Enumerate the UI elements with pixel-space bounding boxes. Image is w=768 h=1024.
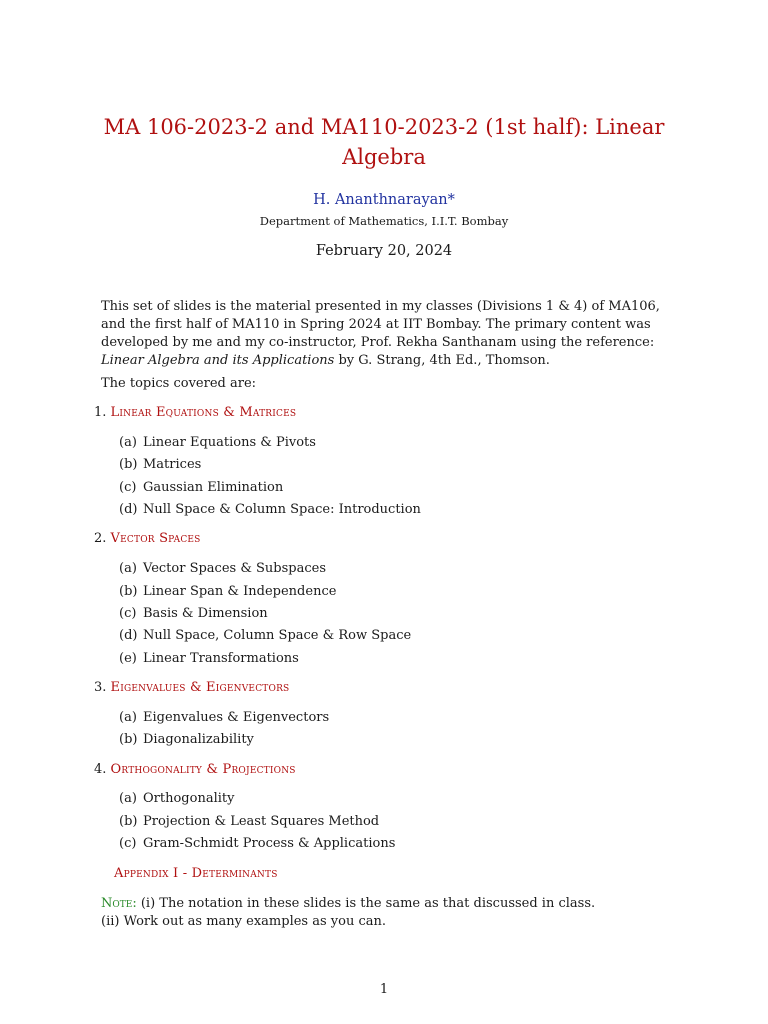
item-label: (a) <box>119 435 137 450</box>
item-label: (e) <box>119 651 137 666</box>
item-label: (c) <box>119 480 137 495</box>
list-item <box>119 628 411 643</box>
page-number: 1 <box>379 982 389 997</box>
item-label: (b) <box>119 814 138 829</box>
list-item <box>119 836 395 851</box>
section-number: 3. <box>94 680 107 695</box>
section-title: Eigenvalues & Eigenvectors <box>110 680 290 695</box>
list-item <box>119 791 234 806</box>
abstract-line-4 <box>101 352 671 370</box>
item-text: Null Space, Column Space & Row Space <box>143 628 412 643</box>
section-heading <box>94 405 296 420</box>
item-text: Basis & Dimension <box>143 606 268 621</box>
note-line-1 <box>101 895 595 913</box>
title-line-1: MA 106-2023-2 and MA110-2023-2 (1st half): Linear <box>103 115 665 139</box>
item-text: Orthogonality <box>143 791 235 806</box>
affiliation: Department of Mathematics, I.I.T. Bombay <box>259 214 509 228</box>
section-number: 2. <box>94 531 107 546</box>
item-text: Linear Equations & Pivots <box>143 435 316 450</box>
item-label: (c) <box>119 606 137 621</box>
list-item <box>119 814 379 829</box>
reference-title: Linear Algebra and its Applications <box>101 353 335 368</box>
section-title: Orthogonality & Projections <box>110 762 296 777</box>
item-text: Linear Span & Independence <box>143 584 337 599</box>
list-item <box>119 584 336 599</box>
note <box>101 895 595 931</box>
item-text: Projection & Least Squares Method <box>143 814 380 829</box>
note-label: Note: <box>101 896 137 911</box>
reference-rest: by G. Strang, 4th Ed., Thomson. <box>334 353 550 368</box>
note-text-1: (i) The notation in these slides is the same as that discussed in class. <box>136 896 596 911</box>
document-title <box>0 112 768 172</box>
section-title: Vector Spaces <box>110 531 201 546</box>
section-heading <box>94 531 201 546</box>
appendix-heading: Appendix I - Determinants <box>114 866 278 881</box>
item-text: Matrices <box>143 457 202 472</box>
list-item <box>119 561 326 576</box>
section-number: 1. <box>94 405 107 420</box>
item-label: (d) <box>119 628 138 643</box>
title-line-2: Algebra <box>342 145 426 169</box>
list-item <box>119 732 254 747</box>
item-label: (b) <box>119 457 138 472</box>
item-label: (a) <box>119 710 137 725</box>
topics-intro: The topics covered are: <box>101 376 257 391</box>
author-name: H. Ananthnarayan* <box>313 192 455 208</box>
item-label: (b) <box>119 584 138 599</box>
document-date: February 20, 2024 <box>315 243 453 259</box>
item-label: (a) <box>119 791 137 806</box>
item-label: (c) <box>119 836 137 851</box>
item-label: (a) <box>119 561 137 576</box>
item-text: Diagonalizability <box>143 732 254 747</box>
list-item <box>119 606 268 621</box>
item-text: Gaussian Elimination <box>143 480 284 495</box>
item-text: Linear Transformations <box>143 651 299 666</box>
list-item <box>119 651 299 666</box>
abstract-line-3: developed by me and my co-instructor, Prof. Rekha Santhanam using the reference: <box>101 335 655 350</box>
abstract-line-1: This set of slides is the material presented in my classes (Divisions 1 & 4) of MA106, <box>101 299 660 314</box>
abstract-line-2: and the first half of MA110 in Spring 2024 at IIT Bombay. The primary content was <box>101 317 651 332</box>
list-item <box>119 710 329 725</box>
section-number: 4. <box>94 762 107 777</box>
item-text: Eigenvalues & Eigenvectors <box>143 710 330 725</box>
section-title: Linear Equations & Matrices <box>110 405 297 420</box>
note-line-2: (ii) Work out as many examples as you can. <box>101 914 387 929</box>
abstract <box>101 298 671 370</box>
section-heading <box>94 762 296 777</box>
list-item <box>119 457 201 472</box>
list-item <box>119 502 421 517</box>
list-item <box>119 435 316 450</box>
item-label: (d) <box>119 502 138 517</box>
item-text: Vector Spaces & Subspaces <box>143 561 327 576</box>
item-label: (b) <box>119 732 138 747</box>
item-text: Null Space & Column Space: Introduction <box>143 502 421 517</box>
item-text: Gram-Schmidt Process & Applications <box>143 836 396 851</box>
list-item <box>119 480 283 495</box>
section-heading <box>94 680 289 695</box>
